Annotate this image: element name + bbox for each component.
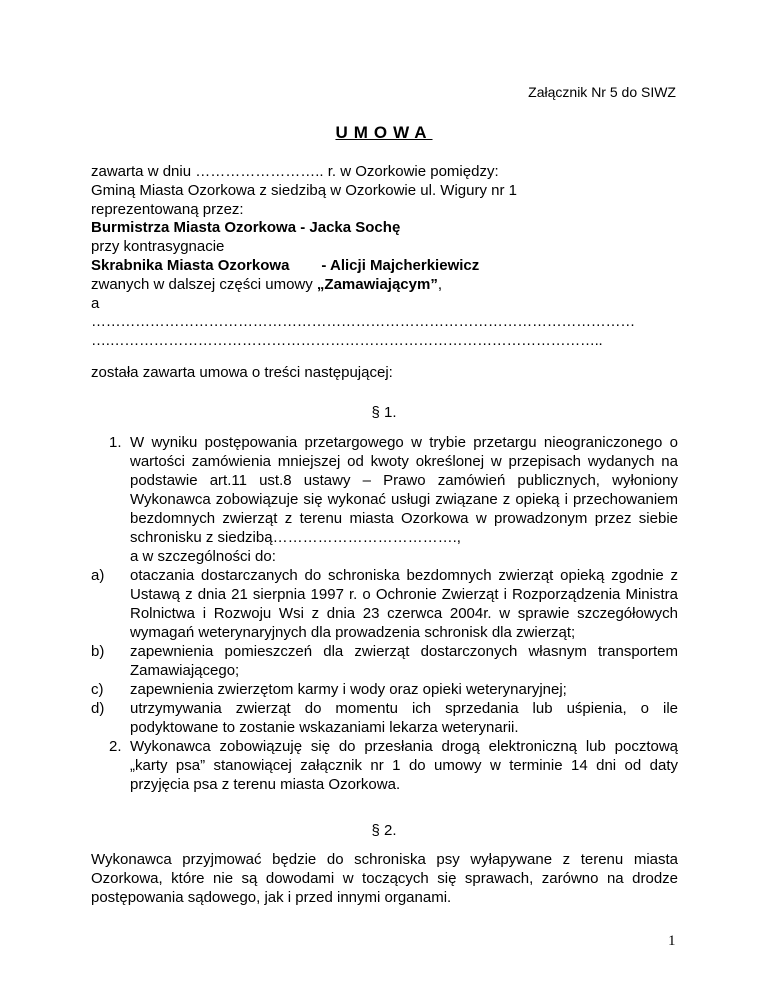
intro-line-party: Gminą Miasta Ozorkowa z siedzibą w Ozorkowie ul. Wigury nr 1 <box>91 181 517 199</box>
list-item-text: Wykonawca zobowiązuję się do przesłania drogą elektroniczną lub pocztową „karty psa” stanowiącej załącznik nr 1 do umowy w terminie 14 dni od daty przyjęcia psa z terenu miasta Ozorkowa. <box>130 738 678 793</box>
concluded-statement: została zawarta umowa o treści następującej: <box>91 364 393 381</box>
list-item-c <box>91 680 678 699</box>
section-1-heading: § 1. <box>371 404 397 421</box>
contract-title: UMOWA <box>335 123 433 142</box>
list-marker: 2. <box>109 738 122 755</box>
intro-block <box>91 163 691 351</box>
called-party: „Zamawiającym” <box>316 275 438 293</box>
called-comma: , <box>437 275 442 293</box>
section-1-list <box>91 433 678 794</box>
list-marker: c) <box>91 681 104 698</box>
intro-line-treasurer <box>91 257 691 276</box>
intro-line-mayor: Burmistrza Miasta Ozorkowa - Jacka Sochę <box>91 219 401 237</box>
intro-line-countersign: przy kontrasygnacie <box>91 238 225 256</box>
list-marker: d) <box>91 700 105 717</box>
intro-line-represented: reprezentowaną przez: <box>91 200 244 218</box>
list-item-text: zapewnienia pomieszczeń dla zwierząt dostarczonych własnym transportem Zamawiającego; <box>130 643 678 679</box>
intro-line-date: zawarta w dniu …………………….. r. w Ozorkowie pomiędzy: <box>91 163 499 180</box>
list-item-text: utrzymywania zwierząt do momentu ich sprzedania lub uśpienia, o ile podyktowane to zostanie wskazaniami lekarza weterynarii. <box>130 700 678 736</box>
list-item-b <box>91 642 678 680</box>
list-item-1 <box>91 433 678 566</box>
treasurer-title: Skrabnika Miasta Ozorkowa <box>91 256 290 274</box>
section-2-heading: § 2. <box>371 822 397 839</box>
list-item-text: otaczania dostarczanych do schroniska bezdomnych zwierząt opieką zgodnie z Ustawą z dnia 21 sierpnia 1997 r. o Ochronie Zwierząt i Rozporządzenia Ministra Rolnictwa i Rozwoju Wsi z dnia 23 czerwca 2004r. w sprawie szczegółowych wymagań weterynaryjnych dla prowadzenia schronisk dla zwierząt; <box>130 567 678 641</box>
list-item-d <box>91 699 678 737</box>
contractor-blank-line-1: ………………………………………………………………………………………………… <box>91 313 635 331</box>
annex-label: Załącznik Nr 5 do SIWZ <box>528 84 676 100</box>
page-number: 1 <box>668 933 676 949</box>
list-item-tail: a w szczególności do: <box>130 548 276 565</box>
section-2-paragraph: Wykonawca przyjmować będzie do schroniska psy wyłapywane z terenu miasta Ozorkowa, które nie są dowodami w toczących się sprawach, zarówno na drodze postępowania sądowego, jak i przed innymi organami. <box>91 851 678 906</box>
list-marker: a) <box>91 567 105 584</box>
treasurer-name: - Alicji Majcherkiewicz <box>321 256 480 274</box>
list-item-text: zapewnienia zwierzętom karmy i wody oraz opieki weterynaryjnej; <box>130 681 567 698</box>
list-marker: 1. <box>109 434 122 451</box>
list-marker: b) <box>91 643 105 660</box>
contractor-blank-line-2: ….……………………………………………………………………………………….. <box>91 332 603 350</box>
intro-line-called <box>91 276 691 295</box>
list-item-2 <box>91 737 678 794</box>
list-item-text: W wyniku postępowania przetargowego w trybie przetargu nieograniczonego o wartości zamówienia mniejszej od kwoty określonej w przepisach wydanych na podstawie art.11 ust.8 ustawy – Prawo zamówień publicznych, wyłoniony Wykonawca zobowiązuje się wykonać usługi związane z opieką i przechowaniem bezdomnych zwierząt z terenu miasta Ozorkowa w prowadzonym przez siebie schronisku z siedzibą………………………………., <box>130 434 678 546</box>
list-item-a <box>91 566 678 642</box>
intro-line-and: a <box>91 294 100 312</box>
called-text: zwanych w dalszej części umowy <box>91 275 317 293</box>
